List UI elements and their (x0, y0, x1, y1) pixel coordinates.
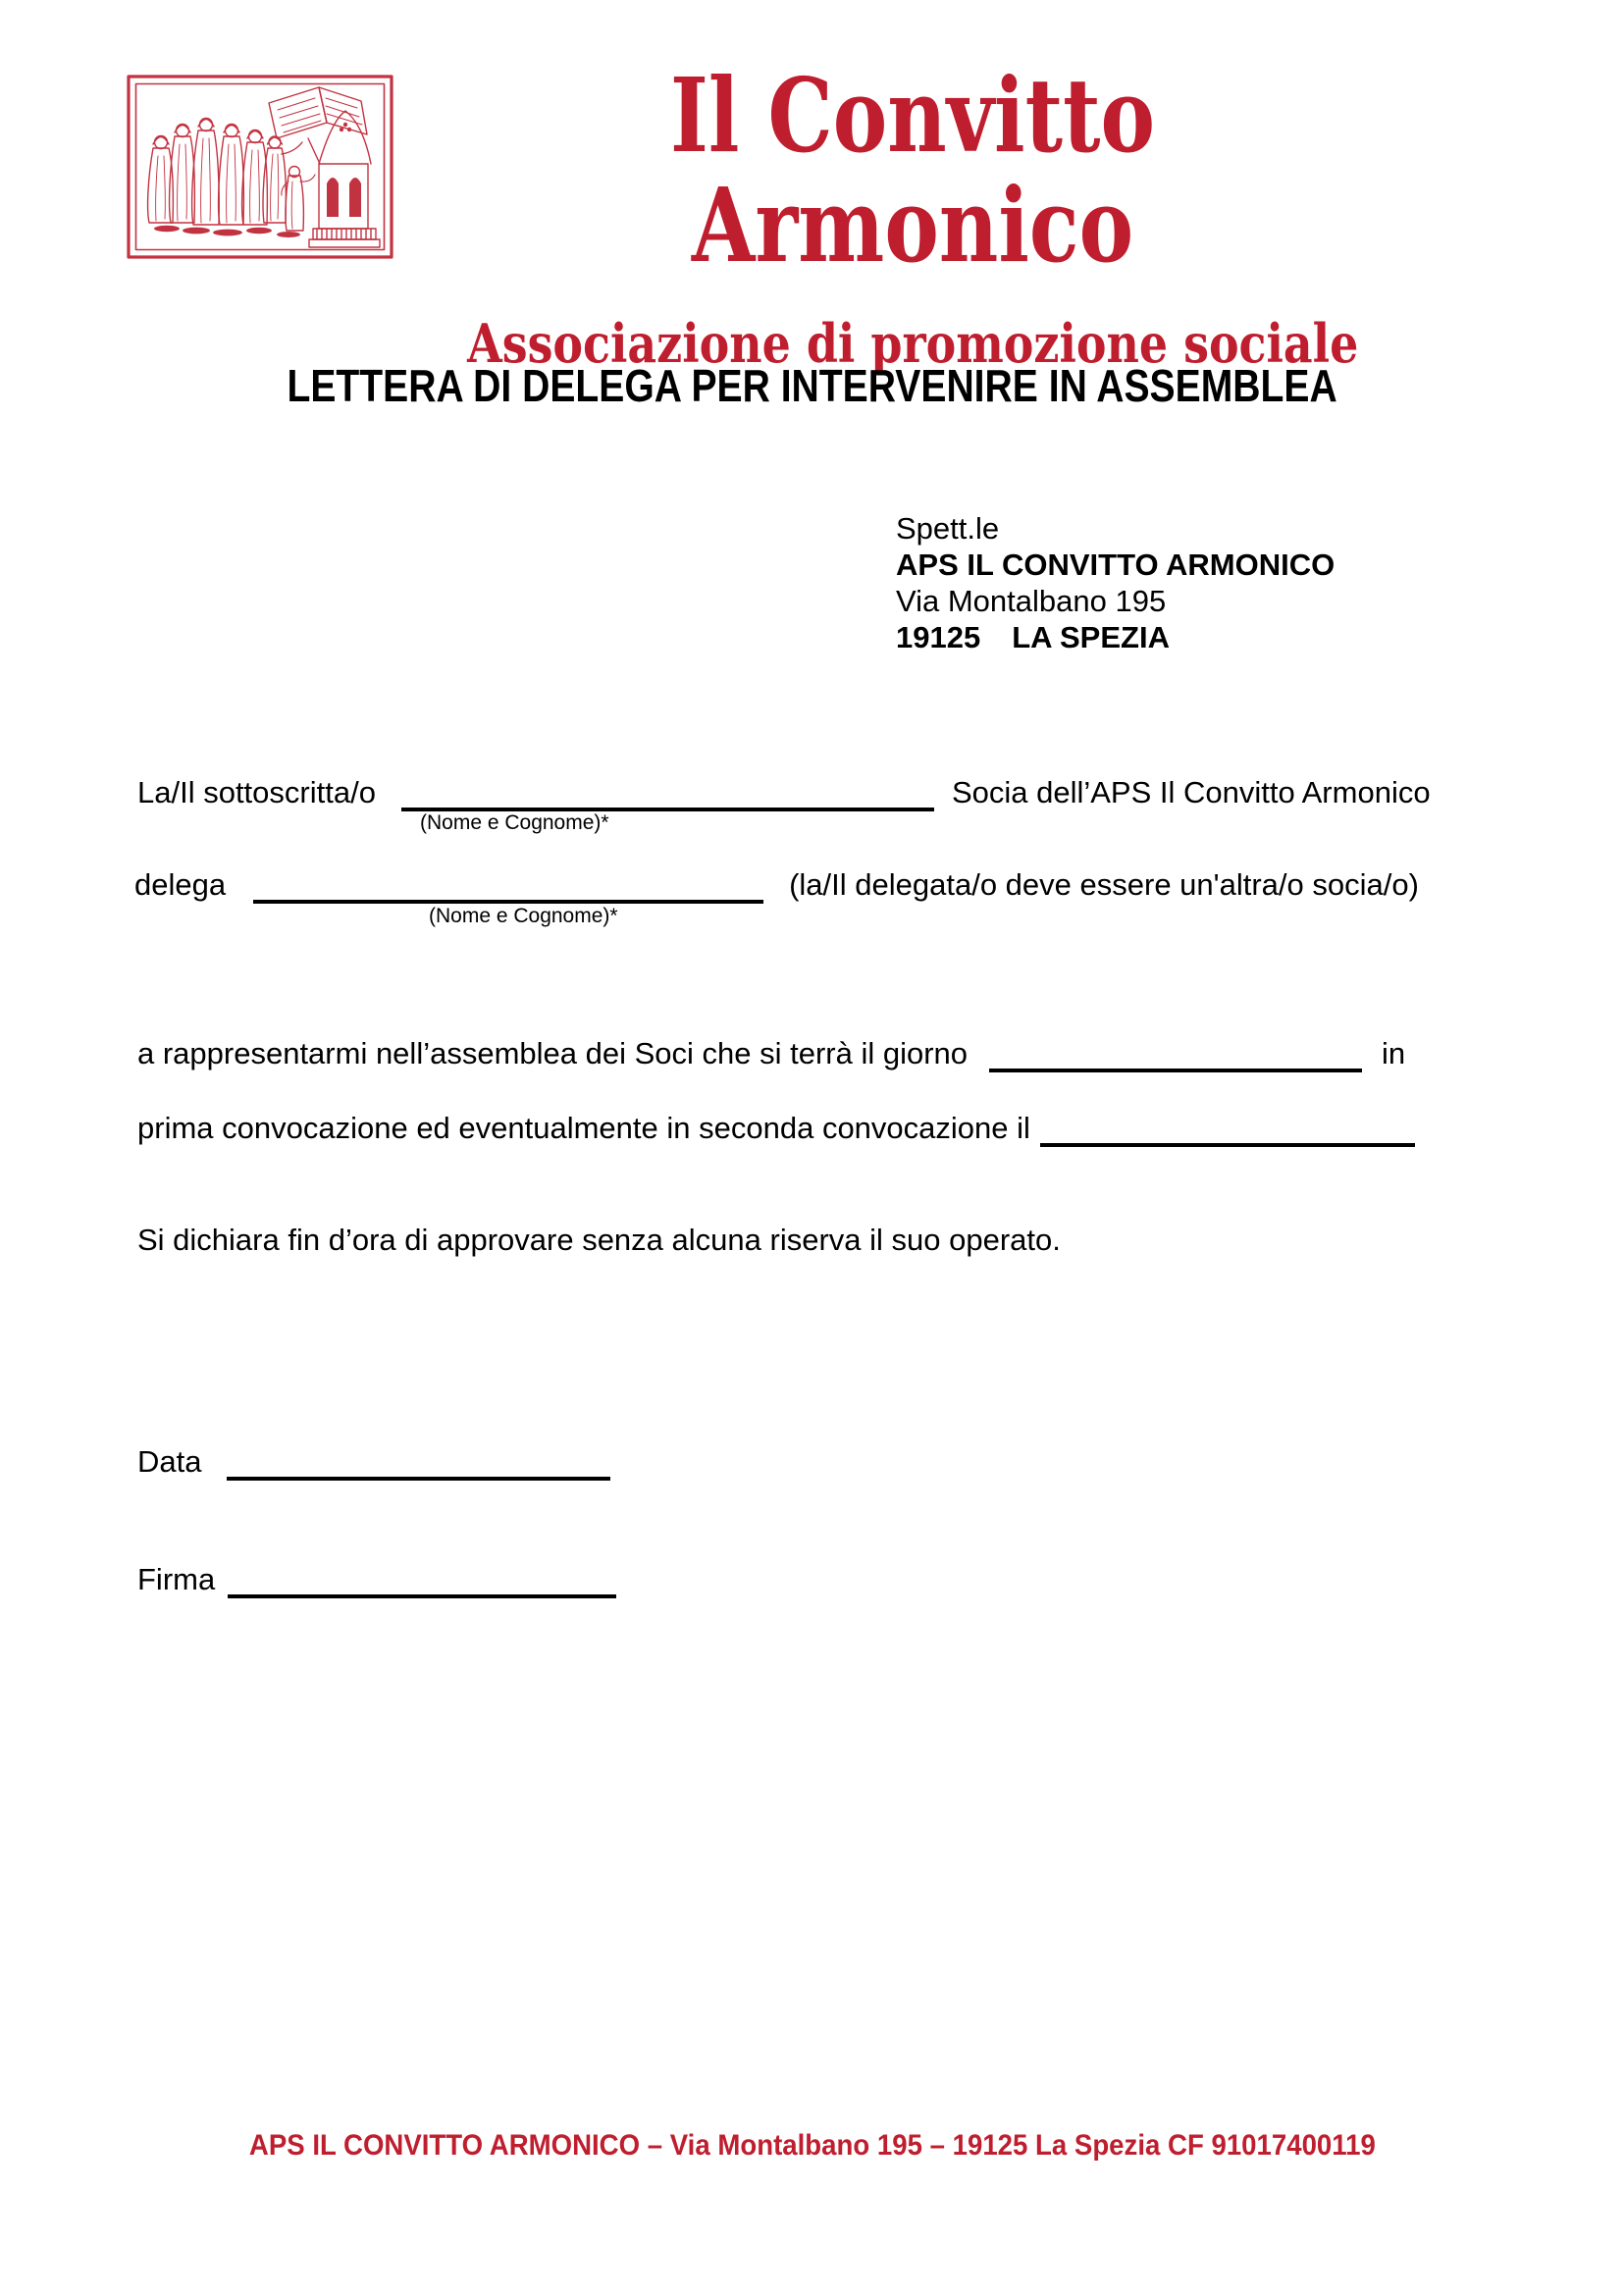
second-call-line (137, 1111, 1415, 1147)
first-call-line (137, 1036, 1405, 1072)
first-call-date-field[interactable] (989, 1069, 1362, 1072)
delegate-name-field[interactable] (253, 900, 763, 904)
date-field[interactable] (227, 1477, 610, 1481)
subscriber-line (137, 775, 1431, 811)
delegate-line (134, 867, 1419, 904)
signature-label: Firma (137, 1562, 216, 1596)
first-call-suffix: in (1382, 1036, 1406, 1070)
signature-line (137, 1562, 616, 1598)
recipient-name: APS IL CONVITTO ARMONICO (896, 548, 1336, 582)
recipient-block (896, 510, 1335, 655)
document-title: LETTERA DI DELEGA PER INTERVENIRE IN ASSEMBLEA (287, 360, 1337, 411)
delegate-line-prefix: delega (134, 867, 227, 902)
declaration-text: Si dichiara fin d’ora di approvare senza alcuna riserva il suo operato. (137, 1223, 1061, 1257)
second-call-prefix: prima convocazione ed eventualmente in seconda convocazione il (137, 1111, 1030, 1145)
brand-block (334, 55, 1492, 375)
second-call-date-field[interactable] (1040, 1143, 1415, 1147)
brand-subtitle: Associazione di promozione sociale (466, 312, 1359, 375)
signature-field[interactable] (228, 1594, 616, 1598)
recipient-street: Via Montalbano 195 (896, 584, 1167, 618)
date-line (137, 1444, 610, 1481)
delegate-line-suffix: (la/Il delegata/o deve essere un'altra/o socia/o) (789, 867, 1419, 902)
recipient-salutation: Spett.le (896, 511, 1000, 546)
recipient-city: LA SPEZIA (1012, 620, 1170, 654)
recipient-postal-code: 19125 (896, 620, 981, 654)
delegate-name-hint: (Nome e Cognome)* (429, 905, 618, 927)
brand-name: Il Convitto Armonico (670, 55, 1155, 286)
subscriber-name-hint: (Nome e Cognome)* (420, 811, 609, 834)
subscriber-line-prefix: La/Il sottoscritta/o (137, 775, 376, 809)
footer: APS IL CONVITTO ARMONICO – Via Montalbano 195 – 19125 La Spezia CF 91017400119 (248, 2129, 1376, 2162)
recipient-city-line (896, 619, 1335, 655)
first-call-prefix: a rappresentarmi nell’assemblea dei Soci che si terrà il giorno (137, 1036, 969, 1070)
date-label: Data (137, 1444, 202, 1479)
subscriber-line-suffix: Socia dell’APS Il Convitto Armonico (951, 775, 1431, 809)
